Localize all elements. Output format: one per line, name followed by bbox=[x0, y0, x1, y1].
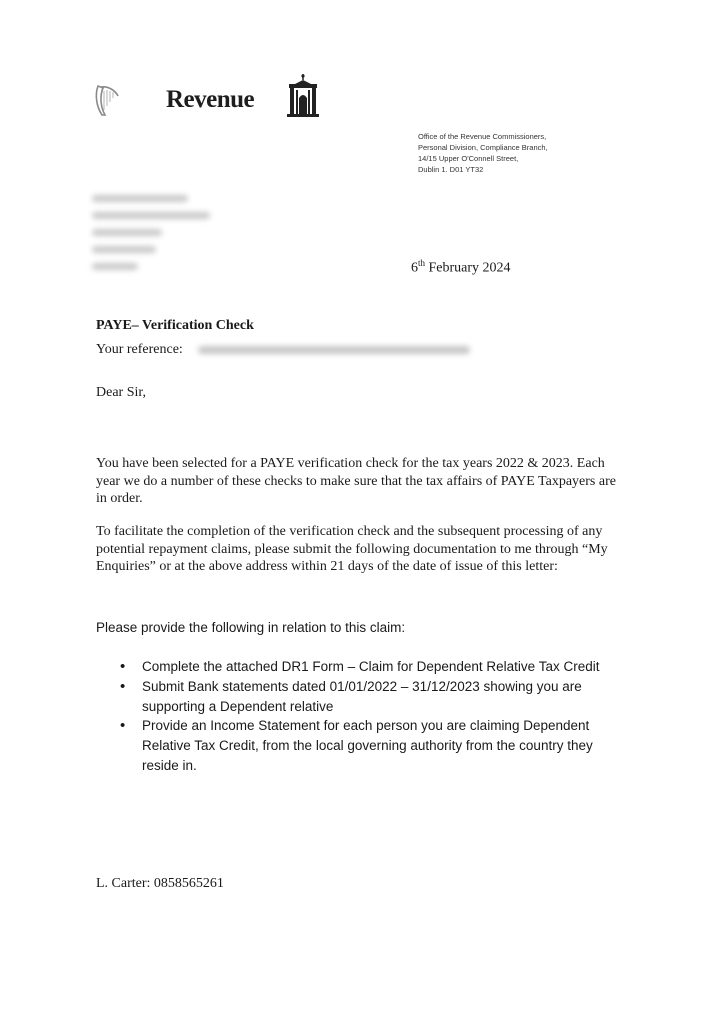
date-month-year: February 2024 bbox=[425, 260, 511, 276]
redacted-recipient-address bbox=[92, 195, 242, 280]
body-paragraph: To facilitate the completion of the verification check and the subsequent processing of any potential repayment claims, please submit the following documentation to me through “My Enquiries” or at the above address within 21 days of the date of issue of this letter: bbox=[96, 524, 608, 574]
redacted-reference-number bbox=[198, 346, 470, 354]
letter-date bbox=[411, 258, 511, 277]
request-intro: Please provide the following in relation to this claim: bbox=[96, 620, 406, 635]
list-item: • Complete the attached DR1 Form – Claim for Dependent Relative Tax Credit bbox=[120, 657, 630, 677]
office-address-line: Personal Division, Compliance Branch, bbox=[418, 143, 548, 152]
date-suffix: th bbox=[418, 258, 426, 268]
signoff-contact: L. Carter: 0858565261 bbox=[96, 876, 224, 891]
revenue-wordmark: Revenue bbox=[166, 86, 255, 113]
custom-house-logo-icon bbox=[285, 72, 321, 118]
office-address bbox=[418, 131, 548, 175]
request-list bbox=[120, 657, 630, 776]
salutation: Dear Sir, bbox=[96, 385, 146, 400]
office-address-line: Office of the Revenue Commissioners, bbox=[418, 132, 547, 141]
reference-label: Your reference: bbox=[96, 342, 183, 357]
office-address-line: Dublin 1. D01 YT32 bbox=[418, 165, 484, 174]
date-day: 6 bbox=[411, 260, 418, 276]
list-item: • Provide an Income Statement for each person you are claiming Dependent Relative Tax Credit, from the local governing authority from the country they reside in. bbox=[120, 716, 630, 775]
body-paragraph: You have been selected for a PAYE verification check for the tax years 2022 & 2023. Each year we do a number of these checks to make sure that the tax affairs of PAYE Taxpayers are in order. bbox=[96, 456, 616, 506]
list-item: • Submit Bank statements dated 01/01/2022 – 31/12/2023 showing you are supporting a Dependent relative bbox=[120, 677, 630, 717]
harp-emblem-icon bbox=[92, 82, 122, 118]
office-address-line: 14/15 Upper O'Connell Street, bbox=[418, 154, 519, 163]
letter-subject: PAYE– Verification Check bbox=[96, 318, 254, 333]
